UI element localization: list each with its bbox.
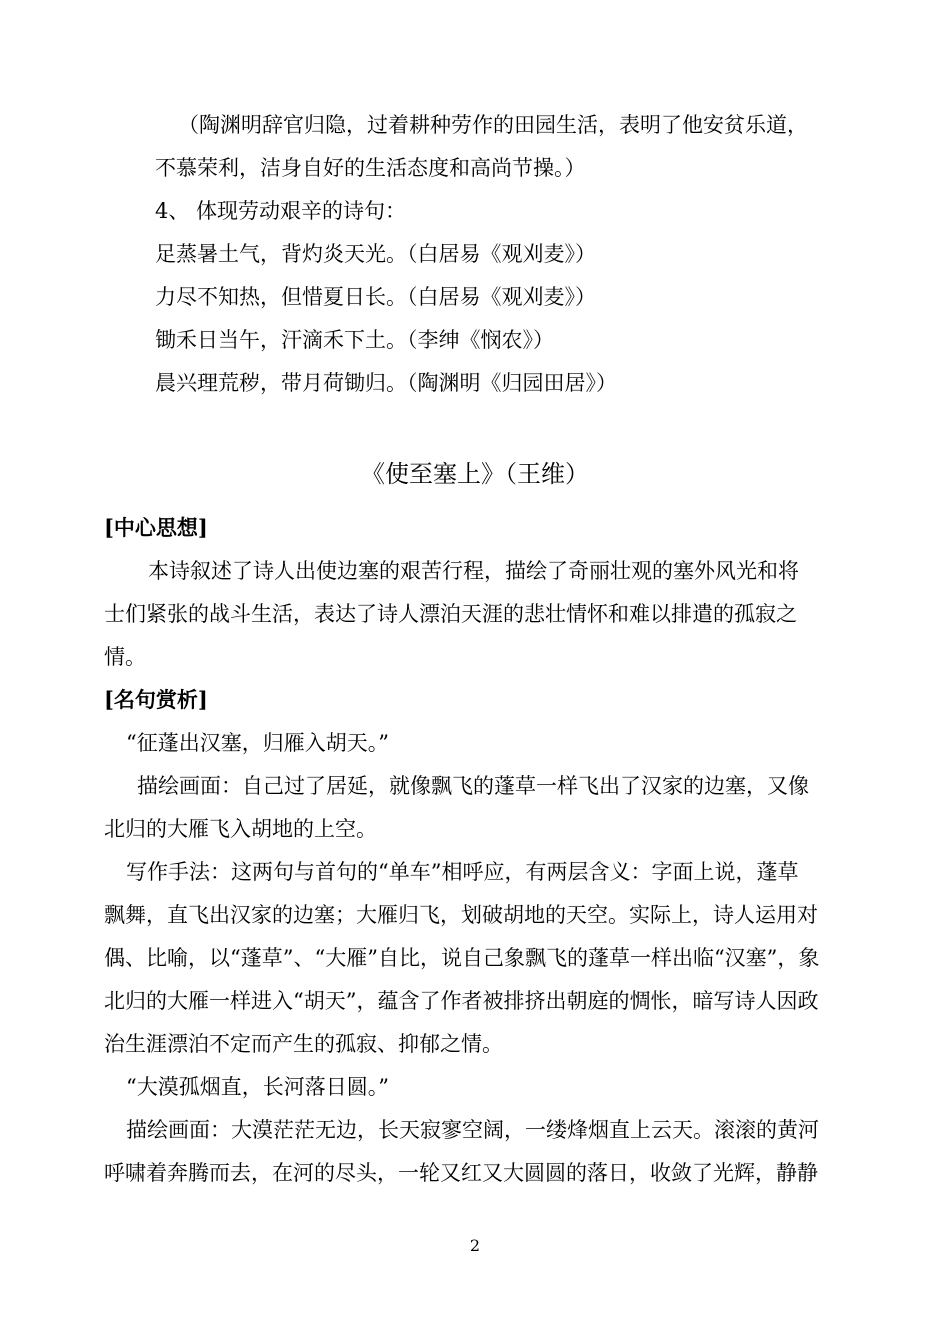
paragraph-line: 士们紧张的战斗生活，表达了诗人漂泊天涯的悲壮情怀和难以排遣的孤寂之 xyxy=(104,602,797,626)
poem-line: 力尽不知热，但惜夏日长。（白居易《观刈麦》） xyxy=(155,285,596,309)
paragraph-line: （陶渊明辞官归隐，过着耕种劳作的田园生活，表明了他安贫乐道， xyxy=(178,113,808,137)
section-heading: [中心思想] xyxy=(104,515,208,540)
paragraph-line: 偶、比喻，以“蓬草”、“大雁”自比，说自己象飘飞的蓬草一样出临“汉塞”，象 xyxy=(104,946,820,970)
page-number: 2 xyxy=(469,1236,481,1255)
paragraph-line: 北归的大雁飞入胡地的上空。 xyxy=(104,817,377,841)
poem-line: 足蒸暑土气，背灼炎天光。（白居易《观刈麦》） xyxy=(155,242,596,266)
paragraph-line: 写作手法：这两句与首句的“单车”相呼应，有两层含义：字面上说，蓬草 xyxy=(126,860,799,884)
quote-line: “征蓬出汉塞，归雁入胡天。” xyxy=(126,731,389,755)
paragraph-line: 描绘画面：自己过了居延，就像飘飞的蓬草一样飞出了汉家的边塞，又像 xyxy=(137,774,809,798)
poem-line: 锄禾日当午，汗滴禾下土。（李绅《悯农》） xyxy=(155,328,554,352)
poem-title: 《使至塞上》（王维） xyxy=(361,460,589,488)
paragraph-line: 不慕荣利，洁身自好的生活态度和高尚节操。） xyxy=(155,156,586,180)
list-heading: 4、 体现劳动艰辛的诗句： xyxy=(155,199,407,223)
paragraph-line: 描绘画面：大漠茫茫无边，长天寂寥空阔，一缕烽烟直上云天。滚滚的黄河 xyxy=(126,1118,819,1142)
paragraph-line: 北归的大雁一样进入“胡天”，蕴含了作者被排挤出朝庭的惆怅，暗写诗人因政 xyxy=(104,989,819,1013)
paragraph-line: 呼啸着奔腾而去，在河的尽头，一轮又红又大圆圆的落日，收敛了光辉，静静 xyxy=(104,1161,818,1185)
section-heading: [名句赏析] xyxy=(104,687,208,712)
paragraph-line: 飘舞，直飞出汉家的边塞；大雁归飞，划破胡地的天空。实际上，诗人运用对 xyxy=(104,903,818,927)
paragraph-line: 本诗叙述了诗人出使边塞的艰苦行程，描绘了奇丽壮观的塞外风光和将 xyxy=(148,559,799,583)
poem-line: 晨兴理荒秽，带月荷锄归。（陶渊明《归园田居》） xyxy=(155,371,617,395)
paragraph-line: 治生涯漂泊不定而产生的孤寂、抑郁之情。 xyxy=(104,1032,503,1056)
quote-line: “大漠孤烟直，长河落日圆。” xyxy=(126,1075,389,1099)
paragraph-line: 情。 xyxy=(104,645,146,669)
